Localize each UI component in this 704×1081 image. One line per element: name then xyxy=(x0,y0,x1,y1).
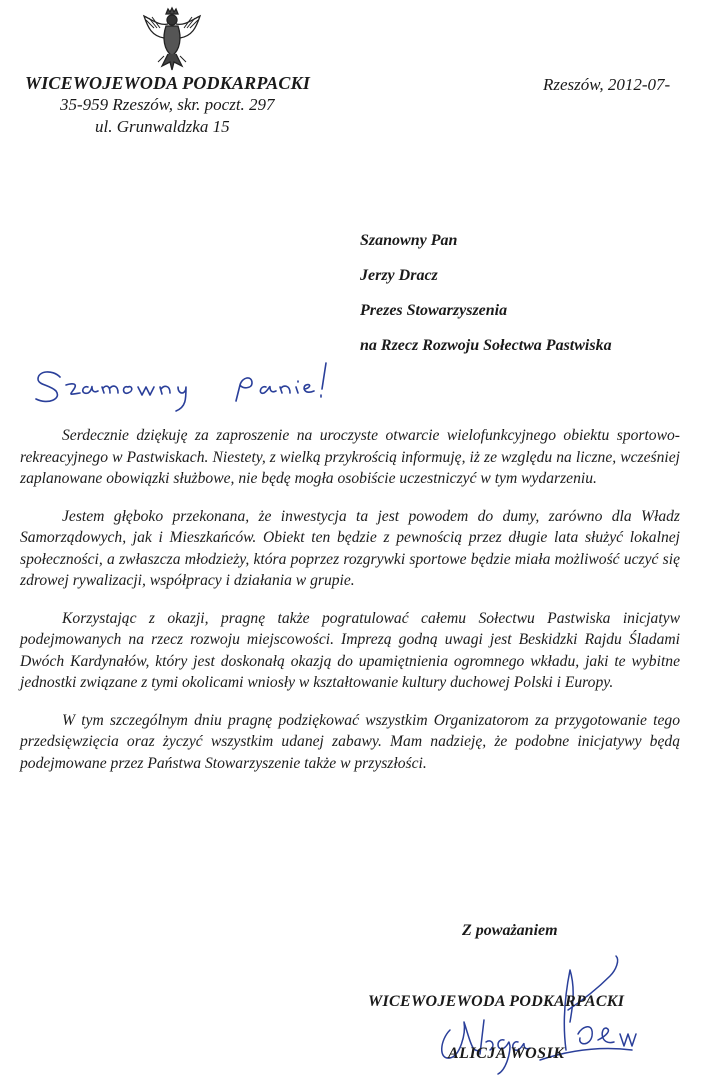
signatory-title: WICEWOJEWODA PODKARPACKI xyxy=(368,993,625,1010)
recipient-salutation: Szanowny Pan xyxy=(360,232,458,249)
letter-body xyxy=(20,425,680,790)
sender-block xyxy=(25,72,355,138)
body-paragraph: W tym szczególnym dniu pragnę podziękować wszystkim Organizatorom za przygotowanie tego przedsięwzięcia oraz życzyć wszystkim udanej zabawy. Mam nadzieję, że podobne inicjatywy będą podejmowane przez Państwa Stowarzyszenie także w przyszłości. xyxy=(20,711,680,772)
recipient-organization: na Rzecz Rozwoju Sołectwa Pastwiska xyxy=(360,337,612,354)
body-paragraph: Korzystając z okazji, pragnę także pogratulować całemu Sołectwu Pastwiska inicjatyw podejmowanych na rzecz rozwoju miejscowości. Imprezą godną uwagi jest Beskidzki Rajdu Śladami Dwóch Kardynałów, który jest doskonałą okazją do upamiętnienia ogromnego wkładu, jaki te wybitne jednostki związane z tymi okolicami wniosły w kształtowanie kultury duchowej Polski i Europy. xyxy=(20,609,680,691)
recipient-name: Jerzy Dracz xyxy=(360,267,438,284)
sender-title: WICEWOJEWODA PODKARPACKI xyxy=(25,73,311,93)
body-paragraph: Serdecznie dziękuję za zaproszenie na uroczyste otwarcie wielofunkcyjnego obiektu sportowo-rekreacyjnego w Pastwiskach. Niestety, z wielką przykrością informuję, iż ze względu na liczne, wcześniej zaplanowane obowiązki służbowe, nie będę mogła osobiście uczestniczyć w tym wydarzeniu. xyxy=(20,427,680,487)
sender-address-line-2: ul. Grunwaldzka 15 xyxy=(95,117,230,136)
signatory-name: ALICJA WOSIK xyxy=(448,1045,565,1062)
letter-date: Rzeszów, 2012-07- xyxy=(543,75,671,94)
recipient-position: Prezes Stowarzyszenia xyxy=(360,302,508,319)
sender-address-line-1: 35-959 Rzeszów, skr. poczt. 297 xyxy=(60,95,275,114)
handwritten-greeting xyxy=(30,355,340,415)
polish-eagle-emblem-icon xyxy=(140,6,204,72)
recipient-block xyxy=(360,232,700,372)
body-paragraph: Jestem głęboko przekonana, że inwestycja ta jest powodem do dumy, zarówno dla Władz Samorządowych, jak i Mieszkańców. Obiekt ten będzie z pewnością przez długie lata służyć lokalnej społeczności, a zwłaszcza młodzieży, która poprzez rozgrywki sportowe będzie miała możliwość uczyć się zdrowej rywalizacji, współpracy i działania w grupie. xyxy=(20,507,680,589)
closing-phrase: Z poważaniem xyxy=(462,922,558,939)
